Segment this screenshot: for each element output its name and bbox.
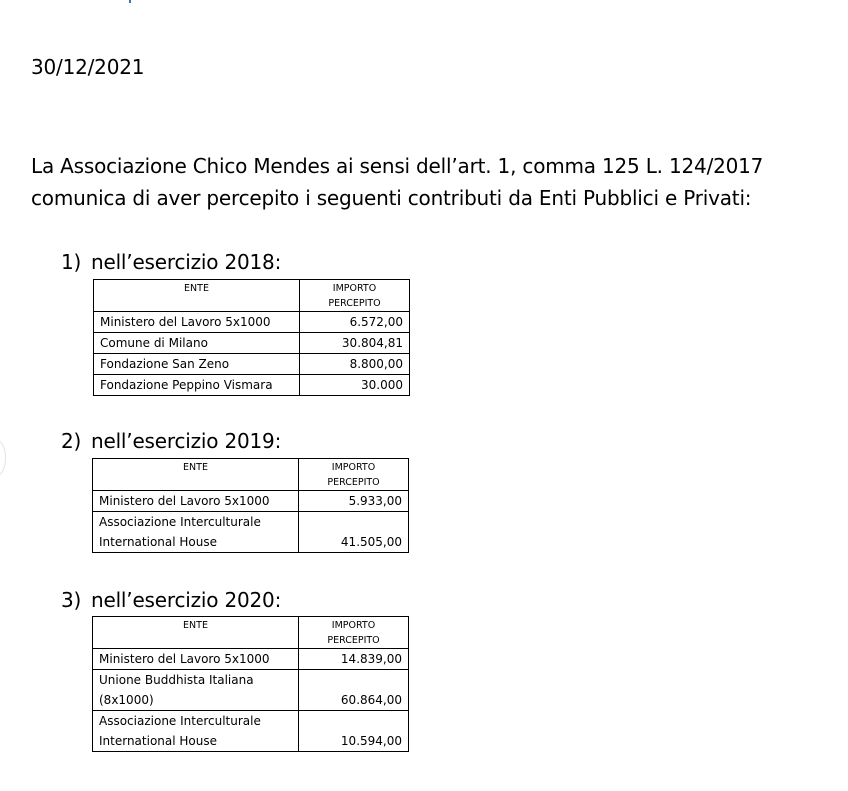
header-importo-line1: IMPORTO: [331, 620, 376, 631]
contributions-table-2020: [92, 616, 409, 752]
ente-line: Unione Buddhista Italiana: [99, 673, 254, 687]
ente-cell: Fondazione San Zeno: [94, 354, 300, 375]
ente-cell: [93, 512, 299, 553]
ente-cell: Ministero del Lavoro 5x1000: [93, 649, 299, 670]
importo-cell: 10.594,00: [299, 711, 409, 752]
document-date: 30/12/2021: [31, 55, 145, 79]
importo-cell: 60.864,00: [299, 670, 409, 711]
ente-cell: Fondazione Peppino Vismara: [94, 375, 300, 396]
table-row: [93, 491, 409, 512]
table-row: [94, 354, 410, 375]
section-number: 3): [61, 588, 82, 612]
table-row: [94, 375, 410, 396]
ente-line: (8x1000): [99, 693, 154, 707]
ente-line: Associazione Interculturale: [99, 515, 261, 529]
table-row: [93, 711, 409, 752]
header-ente: ENTE: [93, 617, 299, 649]
ente-cell: Ministero del Lavoro 5x1000: [94, 312, 300, 333]
contributions-table-2019: [92, 458, 409, 553]
table-row: [93, 512, 409, 553]
importo-cell: 41.505,00: [299, 512, 409, 553]
table-row: [93, 670, 409, 711]
section-number: 2): [61, 429, 82, 453]
section-heading-2020: [61, 588, 281, 612]
header-importo: [300, 280, 410, 312]
importo-cell: 30.000: [300, 375, 410, 396]
edge-arc-decoration: [0, 440, 6, 476]
cursor-dot: [129, 0, 131, 3]
header-importo-line1: IMPORTO: [332, 283, 377, 294]
table-row: [94, 333, 410, 354]
table-row: [94, 312, 410, 333]
table-row: [93, 649, 409, 670]
section-number: 1): [61, 250, 82, 274]
section-title: nell’esercizio 2019:: [91, 429, 282, 453]
intro-line-2: comunica di aver percepito i seguenti contributi da Enti Pubblici e Privati:: [31, 186, 752, 210]
ente-cell: Ministero del Lavoro 5x1000: [93, 491, 299, 512]
importo-cell: 5.933,00: [299, 491, 409, 512]
ente-cell: [93, 670, 299, 711]
table-header-row: [93, 617, 409, 649]
header-importo-line2: PERCEPITO: [327, 477, 380, 488]
ente-line: International House: [99, 535, 218, 549]
importo-cell: 8.800,00: [300, 354, 410, 375]
intro-line-1: La Associazione Chico Mendes ai sensi dell’art. 1, comma 125 L. 124/2017: [31, 154, 764, 178]
section-title: nell’esercizio 2020:: [91, 588, 282, 612]
ente-cell: [93, 711, 299, 752]
header-importo-line2: PERCEPITO: [328, 298, 381, 309]
contributions-table-2018: [93, 279, 410, 396]
header-importo-line2: PERCEPITO: [327, 635, 380, 646]
header-importo: [299, 617, 409, 649]
table-header-row: [94, 280, 410, 312]
importo-cell: 6.572,00: [300, 312, 410, 333]
table-header-row: [93, 459, 409, 491]
section-heading-2018: [61, 250, 281, 274]
section-heading-2019: [61, 429, 281, 453]
importo-cell: 30.804,81: [300, 333, 410, 354]
importo-cell: 14.839,00: [299, 649, 409, 670]
ente-line: Associazione Interculturale: [99, 714, 261, 728]
header-importo: [299, 459, 409, 491]
section-title: nell’esercizio 2018:: [91, 250, 282, 274]
header-ente: ENTE: [94, 280, 300, 312]
header-ente: ENTE: [93, 459, 299, 491]
ente-line: International House: [99, 734, 218, 748]
ente-cell: Comune di Milano: [94, 333, 300, 354]
header-importo-line1: IMPORTO: [331, 462, 376, 473]
intro-paragraph: [31, 150, 831, 214]
